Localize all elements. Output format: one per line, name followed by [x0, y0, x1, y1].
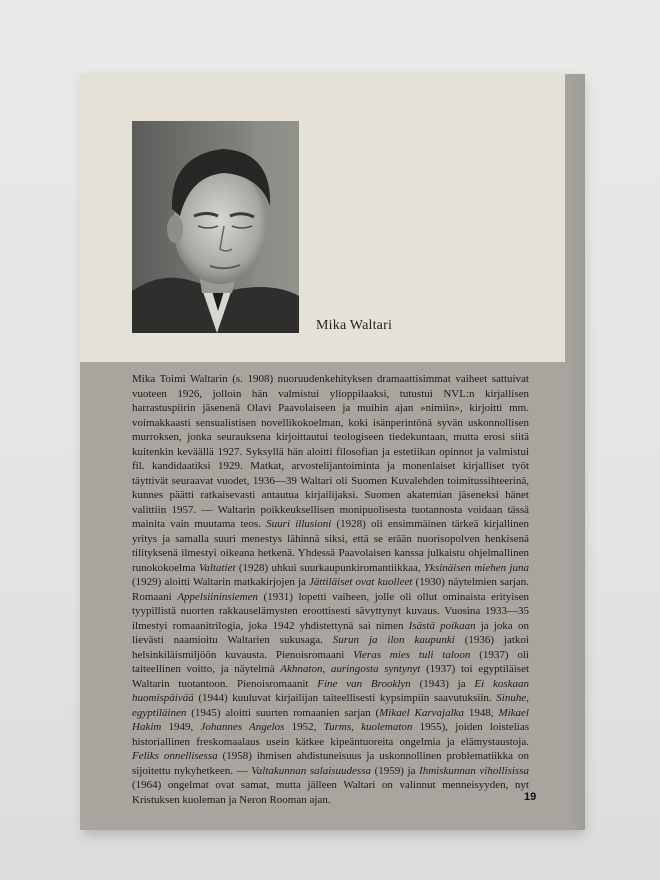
- biography-text-run: (1945) aloitti suurten romaanien sarjan (: [186, 706, 380, 719]
- biography-text-run: (1928) uhkui suurkaupunkiromantiikkaa,: [235, 561, 424, 574]
- biography-text-run: (1928) oli ensimmäinen tärkeä kirjallinen yritys ja samalla suuri menestys lähinnä siksi, että se erään nuorisopolven henkisenä tilityksenä ilmestyi oikeana hetkenä. Yhdessä Paavolaisen kanssa julkaistu ohjelmallinen runokokoelma: [132, 518, 529, 574]
- biography-text-run: (1930) näytelmien sarjan. Romaani: [132, 576, 529, 603]
- biography-text-run: 1948,: [464, 706, 499, 719]
- biography-text-run: (1958) ihmisen ahdistuneisuus ja uskonnollinen problematiikka on sijoitettu nykyhetkeen. —: [132, 750, 530, 777]
- work-title: Mikael Karvajalka: [379, 706, 465, 719]
- biography-text-run: (1931) lopetti vaiheen, jolle oli ollut ominaista erityisen tyypillistä nuorten rakkauselämysten eroottisesti sävyttynyt kuvaus. Vuosina 1933—35 ilmestyi romaanitrilogia, joka 1942 yhdistettynä sai nimen: [132, 590, 530, 632]
- book-back-cover: [80, 74, 585, 830]
- work-title: Ihmiskunnan vihollisissa: [419, 764, 529, 777]
- work-title: Isästä poikaan: [408, 619, 476, 632]
- work-title: Akhnaton, auringosta syntynyt: [280, 663, 421, 675]
- page-number: 19: [524, 791, 537, 803]
- biography-text-run: 1952,: [284, 721, 324, 733]
- work-title: Jättiläiset ovat kuolleet: [309, 576, 413, 588]
- biography-text-run: (1964) ongelmat ovat samat, mutta jälleen Waltari on valinnut menneisyyden, nyt Kristuksen kuoleman ja Neron Rooman ajan.: [132, 779, 529, 806]
- biography-text-run: Mika Toimi Waltarin (s. 1908) nuoruudenkehityksen dramaattisimmat vaiheet sattuivat vuoteen 1926, jolloin hän valmistui ylioppilaaksi, tutustui NVL:n kirjallisen harrastuspiirin jäsenenä Olavi Paavolaiseen ja muihin ajan »nimiin», kirjoitti mm. voimakkaasti sensualistisen novellikokoelman, koki isänperintönä syvän uskonnollisen murroksen, jonka seurauksena kirjoittautui teologiseen tiedekuntaan, mutta erosi siitä kuitenkin keväällä 1927. Syksyllä hän aloitti filosofian ja estetiikan opinnot ja valmistui fil. kandidaatiksi 1929. Matkat, arvostelijantoiminta ja monenlaiset kirjalliset työt täyttivät seuraavat vuodet, 1936—39 Waltari oli Suomen Kuvalehden toimitussihteerinä, kunnes päätti ratkaisevasti antautua kirjailijaksi. Suomen akatemian jäseneksi hänet valittiin 1957. — Waltarin poikkeuksellisen monipuolisesta tuotannosta voidaan tässä mainita vain muutama teos.: [132, 373, 529, 530]
- cover-lower-panel: [80, 362, 565, 830]
- work-title: Sinuhe, egyptiläinen: [132, 692, 529, 719]
- work-title: Johannes Angelos: [200, 721, 285, 733]
- cover-upper-panel: [80, 74, 565, 362]
- work-title: Surun ja ilon kaupunki: [332, 634, 455, 646]
- biography-text-run: (1937) toi egyptiläiset Waltarin tuotantoon. Pienoisromaanit: [132, 663, 530, 690]
- biography-text-run: ja joka on lievästi naamioitu Waltarien sukusaga.: [132, 619, 529, 646]
- work-title: Mikael Hakim: [132, 706, 529, 733]
- biography-text-run: (1936) jatkoi helsinkiläismiljöön kuvausta. Pienoisromaani: [132, 634, 529, 661]
- author-biography-text: [132, 372, 529, 807]
- work-title: Appelsiininsiemen: [177, 590, 258, 603]
- work-title: Yksinäisen miehen juna: [423, 561, 529, 574]
- author-name-caption: Mika Waltari: [316, 318, 393, 333]
- author-portrait-image: [132, 121, 299, 333]
- biography-text-run: (1929) aloitti Waltarin matkakirjojen ja: [132, 576, 310, 588]
- biography-text-run: (1937) oli taiteellinen voitto, ja näytelmä: [132, 648, 529, 675]
- biography-text-run: (1944) kuuluvat kirjailijan taiteellisesti kypsimpiin saavutuksiin.: [193, 692, 497, 704]
- biography-text-run: 1955), joiden loistelias historiallinen freskomaalaus usein kätkee kipeäntuoreita ongelmia ja elämystaustoja.: [132, 721, 530, 748]
- biography-text-run: (1943) ja: [410, 677, 475, 690]
- work-title: Ei koskaan huomispäivää: [132, 677, 530, 704]
- work-title: Fine van Brooklyn: [317, 677, 411, 690]
- book-spine-edge: [565, 74, 585, 830]
- work-title: Valtakunnan salaisuudessa: [251, 764, 371, 777]
- work-title: Valtatiet: [198, 561, 236, 574]
- biography-text-run: (1959) ja: [370, 764, 420, 777]
- author-portrait: [132, 121, 299, 333]
- work-title: Feliks onnellisessa: [132, 750, 218, 762]
- work-title: Vieras mies tuli taloon: [353, 648, 471, 661]
- biography-text-run: 1949,: [161, 721, 201, 733]
- work-title: Turms, kuolematon: [323, 721, 413, 733]
- work-title: Suuri illusioni: [266, 518, 332, 530]
